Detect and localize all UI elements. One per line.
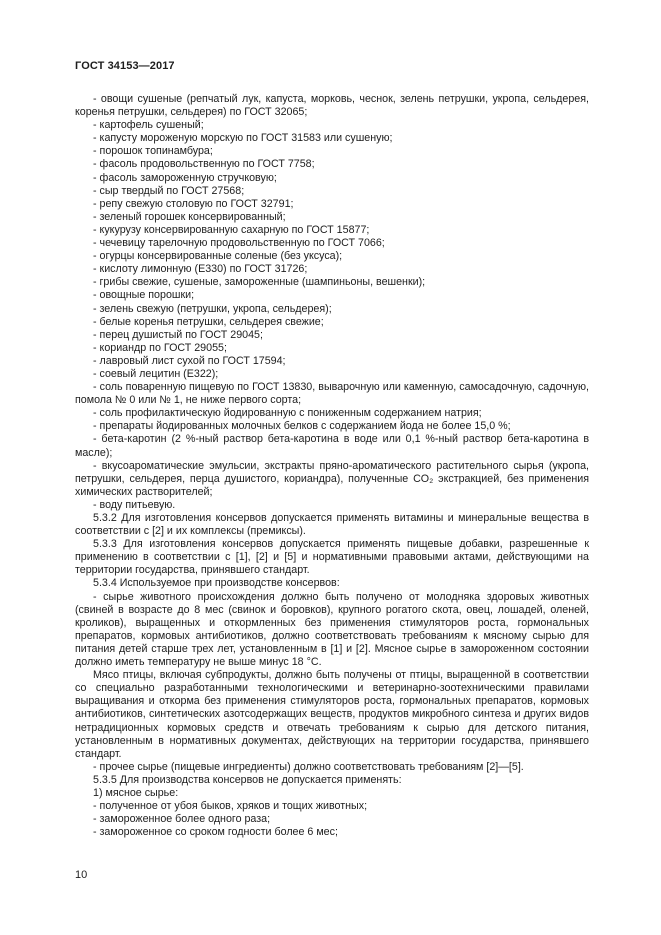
list-item: - воду питьевую. — [93, 498, 176, 511]
list-item: - зелень свежую (петрушки, укропа, сельдерея); — [93, 302, 332, 315]
paragraph: 5.3.3 Для изготовления консервов допускается применять пищевые добавки, разрешенные к применению в соответствии с [1], [2] и [5] и нормативными правовыми актами, действующими на территории государства, принявшего стандарт. — [75, 538, 589, 577]
list-item: - фасоль замороженную стручковую; — [93, 171, 277, 184]
list-item: - огурцы консервированные соленые (без уксуса); — [93, 250, 343, 263]
list-item: - бета-каротин (2 %-ный раствор бета-каротина в воде или 0,1 %-ный раствор бета-каротина в масле); — [75, 433, 589, 459]
paragraph: 5.3.2 Для изготовления консервов допускается применять витамины и минеральные вещества в соответствии с [2] и их комплексы (премиксы). — [75, 512, 589, 538]
list-item: - перец душистый по ГОСТ 29045; — [93, 328, 263, 341]
list-item: - кислоту лимонную (Е330) по ГОСТ 31726; — [93, 263, 308, 276]
list-item: - сыр твердый по ГОСТ 27568; — [93, 184, 245, 197]
document-content — [75, 60, 589, 839]
list-item: - прочее сырье (пищевые ингредиенты) должно соответствовать требованиям [2]—[5]. — [93, 760, 524, 773]
list-item: - замороженное более одного раза; — [93, 813, 271, 826]
list-item: - соль профилактическую йодированную с пониженным содержанием натрия; — [93, 407, 482, 420]
list-item: - картофель сушеный; — [93, 119, 204, 132]
list-item: - грибы свежие, сушеные, замороженные (шампиньоны, вешенки); — [93, 276, 426, 289]
paragraph: 5.3.4 Используемое при производстве консервов: — [93, 577, 340, 590]
list-item: - белые коренья петрушки, сельдерея свежие; — [93, 315, 324, 328]
list-item: - кориандр по ГОСТ 29055; — [93, 341, 227, 354]
list-item: - сырье животного происхождения должно быть получено от молодняка здоровых животных (свиней в возрасте до 8 мес (свинок и боровков), крупного рогатого скота, овец, лошадей, оленей, кроликов), выращенных и откормленных без применения стимуляторов роста, гормональных препаратов, кормовых антибиотиков, должно соответствовать требованиям к мясному сырью для питания детей старше трех лет, установленным в [1] и [2]. Мясное сырье в замороженном состоянии должно иметь температуру не выше минус 18 °С. — [75, 590, 589, 669]
list-item: - овощные порошки; — [93, 289, 195, 302]
page-number: 10 — [75, 869, 88, 881]
list-item: - порошок топинамбура; — [93, 145, 213, 158]
list-item: - замороженное со сроком годности более 6 мес; — [93, 826, 338, 839]
list-item: - соль поваренную пищевую по ГОСТ 13830, выварочную или каменную, самосадочную, садочную, помола № 0 или № 1, не ниже первого сорта; — [75, 381, 589, 407]
document-header: ГОСТ 34153—2017 — [75, 60, 175, 72]
list-item: - соевый лецитин (Е322); — [93, 367, 219, 380]
list-item: - полученное от убоя быков, хряков и тощих животных; — [93, 800, 368, 813]
paragraph: 5.3.5 Для производства консервов не допускается применять: — [93, 773, 402, 786]
paragraph: 1) мясное сырье: — [93, 786, 179, 799]
list-item: - зеленый горошек консервированный; — [93, 210, 286, 223]
list-item: - кукурузу консервированную сахарную по ГОСТ 15877; — [93, 223, 370, 236]
list-item: - овощи сушеные (репчатый лук, капуста, морковь, чеснок, зелень петрушки, укропа, сельдерея, коренья петрушки, сельдерея) по ГОСТ 32065; — [75, 93, 589, 119]
paragraph: Мясо птицы, включая субпродукты, должно быть получены от птицы, выращенной в соответствии со специально разработанными технологическими и ветеринарно-зоотехническими правилами выращивания и откорма без применения стимуляторов роста, гормональных препаратов, кормовых антибиотиков, синтетических азотсодержащих веществ, продуктов микробного синтеза и других видов нетрадиционных кормовых средств и отвечать требованиям к сырью для детского питания, установленным в нормативных документах, действующих на территории государства, принявшего стандарт. — [75, 669, 589, 760]
list-item: - фасоль продовольственную по ГОСТ 7758; — [93, 158, 315, 171]
document-body — [75, 93, 589, 839]
list-item: - чечевицу тарелочную продовольственную по ГОСТ 7066; — [93, 237, 385, 250]
list-item: - репу свежую столовую по ГОСТ 32791; — [93, 197, 294, 210]
list-item: - капусту мороженую морскую по ГОСТ 31583 или сушеную; — [93, 132, 393, 145]
list-item: - вкусоароматические эмульсии, экстракты пряно-ароматического растительного сырья (укропа, петрушки, сельдерея, перца душистого, кориандра), полученные CO₂ экстракцией, без применения химических растворителей; — [75, 459, 589, 498]
list-item: - препараты йодированных молочных белков с содержанием йода не более 15,0 %; — [93, 420, 511, 433]
list-item: - лавровый лист сухой по ГОСТ 17594; — [93, 354, 286, 367]
